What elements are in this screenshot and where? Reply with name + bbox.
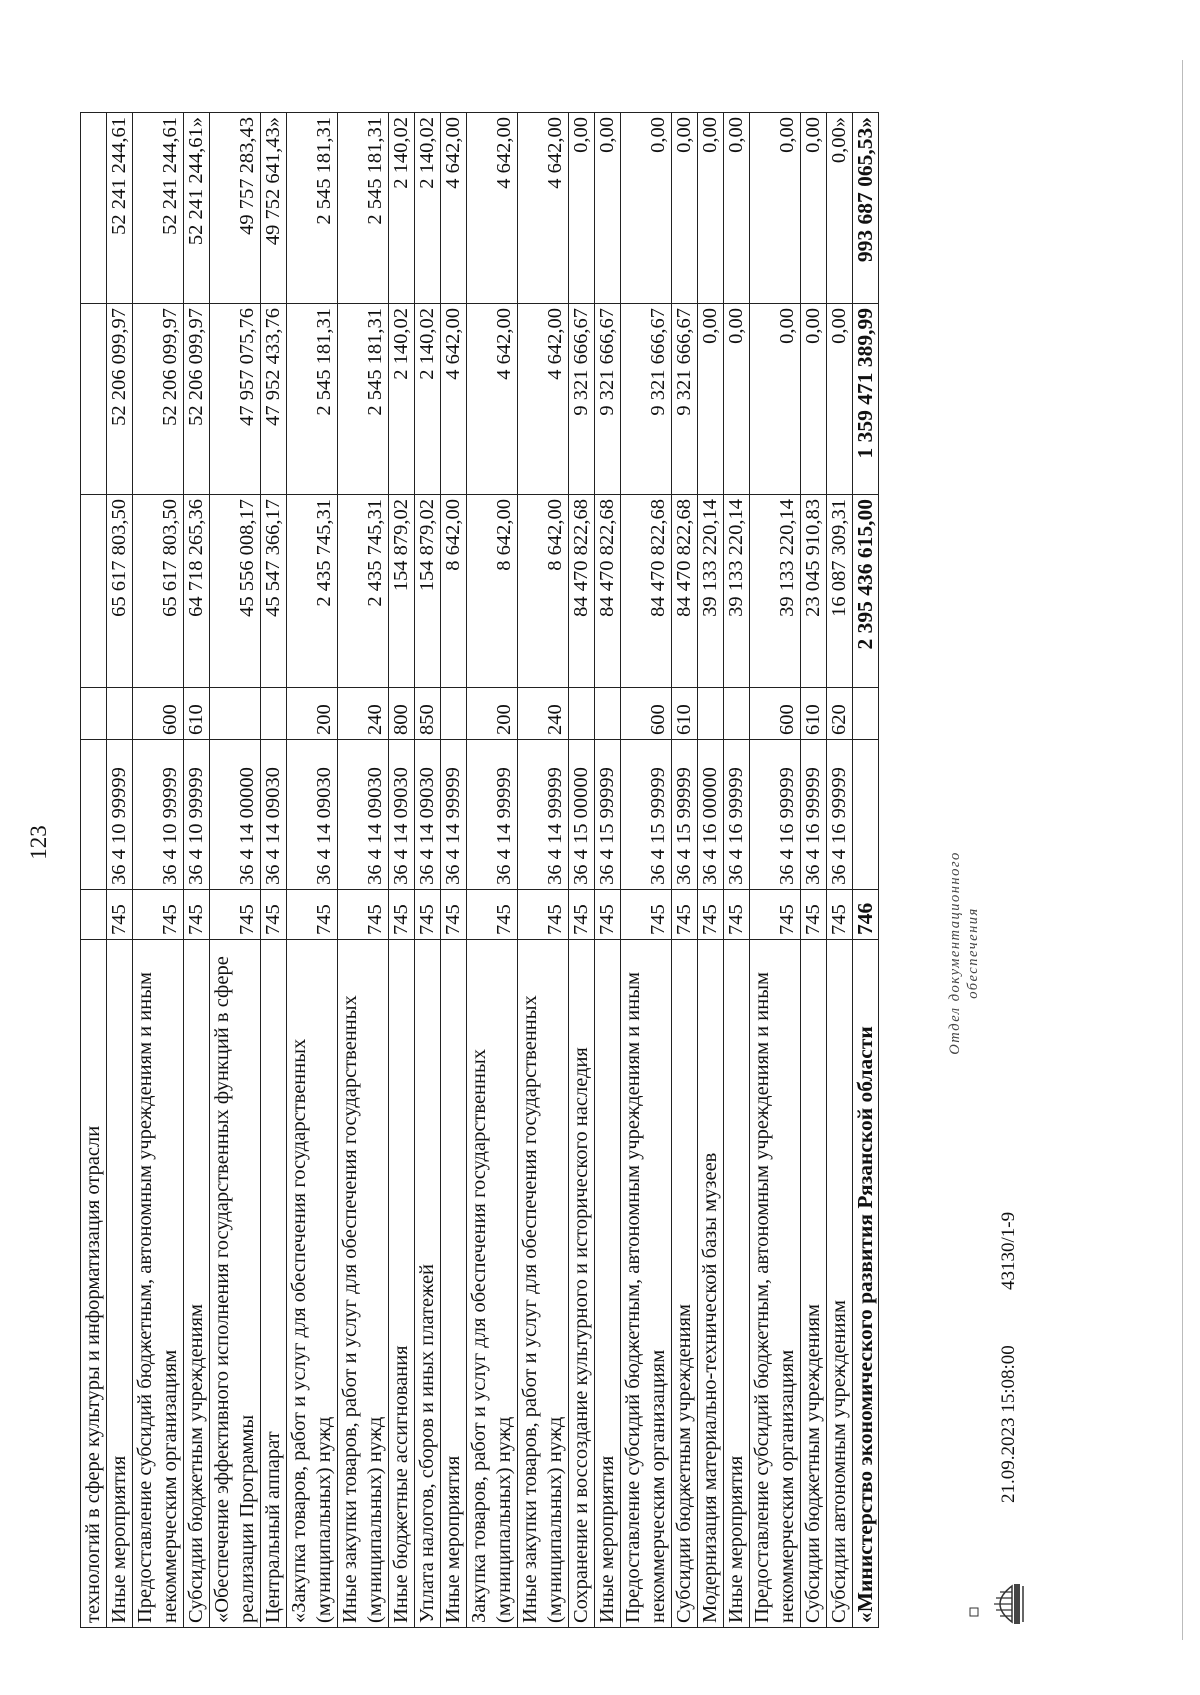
- amount-year1-cell: 65 617 803,50: [107, 495, 133, 688]
- row-name-cell: Иные мероприятия: [724, 940, 750, 1628]
- row-name-cell: Закупка товаров, работ и услуг для обеспечения государственных (муниципальных) нужд: [467, 940, 518, 1628]
- table-row: [569, 113, 595, 1628]
- row-name-cell: Сохранение и воссоздание культурного и исторического наследия: [569, 940, 595, 1628]
- admin-code-cell: 745: [569, 890, 595, 940]
- admin-code-cell: 745: [441, 890, 467, 940]
- amount-year2-cell: 47 952 433,76: [261, 304, 287, 495]
- amount-year1-cell: 16 087 309,31: [827, 495, 853, 688]
- scan-artifact-line: [1182, 60, 1183, 1640]
- amount-year1-cell: 2 435 745,31: [338, 495, 389, 688]
- amount-year2-cell: 9 321 666,67: [569, 304, 595, 495]
- table-row: [724, 113, 750, 1628]
- admin-code-cell: 745: [621, 890, 672, 940]
- row-name-cell: «Закупка товаров, работ и услуг для обеспечения государственных (муниципальных) нужд: [287, 940, 338, 1628]
- row-name-cell: «Министерство экономического развития Рязанской области: [853, 940, 879, 1628]
- department-stamp: [946, 833, 982, 1073]
- amount-year1-cell: 8 642,00: [441, 495, 467, 688]
- amount-year1-cell: 2 435 745,31: [287, 495, 338, 688]
- admin-code-cell: 745: [801, 890, 827, 940]
- target-article-cell: 36 4 14 99999: [467, 740, 518, 890]
- amount-year1-cell: 65 617 803,50: [133, 495, 184, 688]
- row-name-cell: Иные мероприятия: [441, 940, 467, 1628]
- table-row: [750, 113, 801, 1628]
- expense-type-cell: 610: [184, 688, 210, 740]
- expense-type-cell: 240: [338, 688, 389, 740]
- expense-type-cell: 610: [801, 688, 827, 740]
- expense-type-cell: 600: [750, 688, 801, 740]
- target-article-cell: 36 4 14 00000: [210, 740, 261, 890]
- table-row: [389, 113, 415, 1628]
- amount-year3-cell: 0,00: [750, 113, 801, 304]
- amount-year2-cell: 2 140,02: [415, 304, 441, 495]
- amount-year1-cell: 84 470 822,68: [672, 495, 698, 688]
- admin-code-cell: 745: [415, 890, 441, 940]
- admin-code-cell: 745: [672, 890, 698, 940]
- target-article-cell: 36 4 10 99999: [184, 740, 210, 890]
- expense-type-cell: 600: [621, 688, 672, 740]
- amount-year2-cell: 9 321 666,67: [595, 304, 621, 495]
- admin-code-cell: 745: [287, 890, 338, 940]
- amount-year2-cell: 52 206 099,97: [107, 304, 133, 495]
- expense-type-cell: 200: [467, 688, 518, 740]
- admin-code-cell: 745: [210, 890, 261, 940]
- expense-type-cell: [698, 688, 724, 740]
- table-row: [698, 113, 724, 1628]
- table-row: [133, 113, 184, 1628]
- amount-year3-cell: 52 241 244,61: [133, 113, 184, 304]
- admin-code-cell: 745: [595, 890, 621, 940]
- admin-code-cell: 745: [389, 890, 415, 940]
- amount-year3-cell: 0,00: [698, 113, 724, 304]
- row-name-cell: Модернизация материально-технической базы музеев: [698, 940, 724, 1628]
- table-row: [415, 113, 441, 1628]
- expense-type-cell: [261, 688, 287, 740]
- admin-code-cell: 745: [750, 890, 801, 940]
- table-row: [595, 113, 621, 1628]
- admin-code-cell: 745: [827, 890, 853, 940]
- amount-year1-cell: 154 879,02: [389, 495, 415, 688]
- amount-year3-cell: 0,00: [621, 113, 672, 304]
- amount-year1-cell: 8 642,00: [518, 495, 569, 688]
- stamp-line: обеспечения: [965, 907, 981, 999]
- amount-year1-cell: 2 395 436 615,00: [853, 495, 879, 688]
- target-article-cell: 36 4 14 99999: [441, 740, 467, 890]
- target-article-cell: 36 4 10 99999: [133, 740, 184, 890]
- target-article-cell: [853, 740, 879, 890]
- table-row: [827, 113, 853, 1628]
- admin-code-cell: 745: [724, 890, 750, 940]
- amount-year2-cell: 0,00: [698, 304, 724, 495]
- amount-year3-cell: 0,00: [801, 113, 827, 304]
- table-row: [287, 113, 338, 1628]
- amount-year2-cell: 0,00: [724, 304, 750, 495]
- amount-year2-cell: 9 321 666,67: [621, 304, 672, 495]
- expense-type-cell: 620: [827, 688, 853, 740]
- target-article-cell: 36 4 16 99999: [750, 740, 801, 890]
- expense-type-cell: 850: [415, 688, 441, 740]
- amount-year2-cell: 9 321 666,67: [672, 304, 698, 495]
- amount-year3-cell: 4 642,00: [467, 113, 518, 304]
- budget-table: [80, 112, 879, 1628]
- row-name-cell: Иные закупки товаров, работ и услуг для обеспечения государственных (муниципальных) нужд: [518, 940, 569, 1628]
- admin-code-cell: 745: [698, 890, 724, 940]
- amount-year3-cell: 993 687 065,53»: [853, 113, 879, 304]
- amount-year1-cell: 39 133 220,14: [750, 495, 801, 688]
- amount-year3-cell: 2 545 181,31: [338, 113, 389, 304]
- amount-year1-cell: 23 045 910,83: [801, 495, 827, 688]
- expense-type-cell: [569, 688, 595, 740]
- row-name-cell: Субсидии бюджетным учреждениям: [672, 940, 698, 1628]
- target-article-cell: 36 4 16 99999: [827, 740, 853, 890]
- amount-year2-cell: 0,00: [827, 304, 853, 495]
- amount-year3-cell: [81, 113, 107, 304]
- amount-year3-cell: 49 757 283,43: [210, 113, 261, 304]
- amount-year3-cell: 2 545 181,31: [287, 113, 338, 304]
- footer-doc-code: 43130/1-9: [998, 1211, 1019, 1290]
- amount-year2-cell: 47 957 075,76: [210, 304, 261, 495]
- amount-year2-cell: 4 642,00: [441, 304, 467, 495]
- amount-year2-cell: 0,00: [750, 304, 801, 495]
- target-article-cell: 36 4 14 09030: [415, 740, 441, 890]
- amount-year3-cell: 4 642,00: [518, 113, 569, 304]
- row-name-cell: Предоставление субсидий бюджетным, автономным учреждениям и иным некоммерческим организациям: [621, 940, 672, 1628]
- expense-type-cell: [724, 688, 750, 740]
- expense-type-cell: 800: [389, 688, 415, 740]
- row-name-cell: технологий в сфере культуры и информатизация отрасли: [81, 940, 107, 1628]
- target-article-cell: 36 4 16 99999: [801, 740, 827, 890]
- amount-year2-cell: 1 359 471 389,99: [853, 304, 879, 495]
- target-article-cell: 36 4 16 99999: [724, 740, 750, 890]
- row-name-cell: Субсидии бюджетным учреждениям: [801, 940, 827, 1628]
- table-row: [261, 113, 287, 1628]
- amount-year2-cell: [81, 304, 107, 495]
- amount-year1-cell: [81, 495, 107, 688]
- row-name-cell: Центральный аппарат: [261, 940, 287, 1628]
- target-article-cell: 36 4 14 09030: [261, 740, 287, 890]
- admin-code-cell: [81, 890, 107, 940]
- logo-icon: [968, 1582, 1026, 1626]
- admin-code-cell: 745: [338, 890, 389, 940]
- table-row: [441, 113, 467, 1628]
- expense-type-cell: [441, 688, 467, 740]
- target-article-cell: [81, 740, 107, 890]
- row-name-cell: Иные закупки товаров, работ и услуг для обеспечения государственных (муниципальных) нужд: [338, 940, 389, 1628]
- amount-year2-cell: 2 545 181,31: [287, 304, 338, 495]
- admin-code-cell: 745: [133, 890, 184, 940]
- amount-year2-cell: 52 206 099,97: [184, 304, 210, 495]
- page-footer: [938, 113, 1078, 1628]
- target-article-cell: 36 4 14 99999: [518, 740, 569, 890]
- amount-year1-cell: 8 642,00: [467, 495, 518, 688]
- table-row: [107, 113, 133, 1628]
- admin-code-cell: 745: [184, 890, 210, 940]
- expense-type-cell: [853, 688, 879, 740]
- table-row: [338, 113, 389, 1628]
- amount-year1-cell: 64 718 265,36: [184, 495, 210, 688]
- target-article-cell: 36 4 14 09030: [338, 740, 389, 890]
- target-article-cell: 36 4 14 09030: [389, 740, 415, 890]
- amount-year1-cell: 39 133 220,14: [724, 495, 750, 688]
- amount-year3-cell: 4 642,00: [441, 113, 467, 304]
- admin-code-cell: 745: [107, 890, 133, 940]
- table-row: [210, 113, 261, 1628]
- footer-date: 21.09.2023 15:08:00: [998, 1345, 1019, 1503]
- table-row: [801, 113, 827, 1628]
- target-article-cell: 36 4 15 99999: [595, 740, 621, 890]
- amount-year2-cell: 52 206 099,97: [133, 304, 184, 495]
- expense-type-cell: 600: [133, 688, 184, 740]
- amount-year2-cell: 2 140,02: [389, 304, 415, 495]
- page-number: 123: [26, 825, 51, 860]
- amount-year3-cell: 0,00: [724, 113, 750, 304]
- expense-type-cell: [107, 688, 133, 740]
- expense-type-cell: 240: [518, 688, 569, 740]
- table-row: [672, 113, 698, 1628]
- amount-year3-cell: 0,00»: [827, 113, 853, 304]
- table-row: [621, 113, 672, 1628]
- amount-year1-cell: 154 879,02: [415, 495, 441, 688]
- table-row: [518, 113, 569, 1628]
- target-article-cell: 36 4 10 99999: [107, 740, 133, 890]
- target-article-cell: 36 4 15 99999: [672, 740, 698, 890]
- row-name-cell: Иные мероприятия: [595, 940, 621, 1628]
- amount-year3-cell: 52 241 244,61: [107, 113, 133, 304]
- row-name-cell: Предоставление субсидий бюджетным, автономным учреждениям и иным некоммерческим организациям: [750, 940, 801, 1628]
- row-name-cell: Иные бюджетные ассигнования: [389, 940, 415, 1628]
- amount-year2-cell: 2 545 181,31: [338, 304, 389, 495]
- expense-type-cell: 610: [672, 688, 698, 740]
- row-name-cell: Субсидии автономным учреждениям: [827, 940, 853, 1628]
- amount-year3-cell: 49 752 641,43»: [261, 113, 287, 304]
- stamp-line: Отдел документационного: [947, 851, 963, 1055]
- row-name-cell: Уплата налогов, сборов и иных платежей: [415, 940, 441, 1628]
- amount-year2-cell: 4 642,00: [518, 304, 569, 495]
- amount-year3-cell: 0,00: [672, 113, 698, 304]
- expense-type-cell: [595, 688, 621, 740]
- table-row: [81, 113, 107, 1628]
- row-name-cell: Субсидии бюджетным учреждениям: [184, 940, 210, 1628]
- target-article-cell: 36 4 14 09030: [287, 740, 338, 890]
- amount-year1-cell: 84 470 822,68: [621, 495, 672, 688]
- expense-type-cell: 200: [287, 688, 338, 740]
- amount-year3-cell: 2 140,02: [389, 113, 415, 304]
- admin-code-cell: 745: [467, 890, 518, 940]
- rotated-page: [20, 35, 1100, 1650]
- amount-year3-cell: 0,00: [569, 113, 595, 304]
- admin-code-cell: 745: [261, 890, 287, 940]
- target-article-cell: 36 4 16 00000: [698, 740, 724, 890]
- amount-year1-cell: 84 470 822,68: [595, 495, 621, 688]
- amount-year2-cell: 0,00: [801, 304, 827, 495]
- amount-year3-cell: 52 241 244,61»: [184, 113, 210, 304]
- table-row: [184, 113, 210, 1628]
- amount-year1-cell: 45 547 366,17: [261, 495, 287, 688]
- amount-year1-cell: 39 133 220,14: [698, 495, 724, 688]
- target-article-cell: 36 4 15 00000: [569, 740, 595, 890]
- table-row: [853, 113, 879, 1628]
- expense-type-cell: [210, 688, 261, 740]
- table-row: [467, 113, 518, 1628]
- admin-code-cell: 746: [853, 890, 879, 940]
- amount-year3-cell: 0,00: [595, 113, 621, 304]
- row-name-cell: Иные мероприятия: [107, 940, 133, 1628]
- admin-code-cell: 745: [518, 890, 569, 940]
- amount-year1-cell: 45 556 008,17: [210, 495, 261, 688]
- amount-year1-cell: 84 470 822,68: [569, 495, 595, 688]
- expense-type-cell: [81, 688, 107, 740]
- row-name-cell: Предоставление субсидий бюджетным, автономным учреждениям и иным некоммерческим организациям: [133, 940, 184, 1628]
- target-article-cell: 36 4 15 99999: [621, 740, 672, 890]
- amount-year3-cell: 2 140,02: [415, 113, 441, 304]
- amount-year2-cell: 4 642,00: [467, 304, 518, 495]
- row-name-cell: «Обеспечение эффективного исполнения государственных функций в сфере реализации Программы: [210, 940, 261, 1628]
